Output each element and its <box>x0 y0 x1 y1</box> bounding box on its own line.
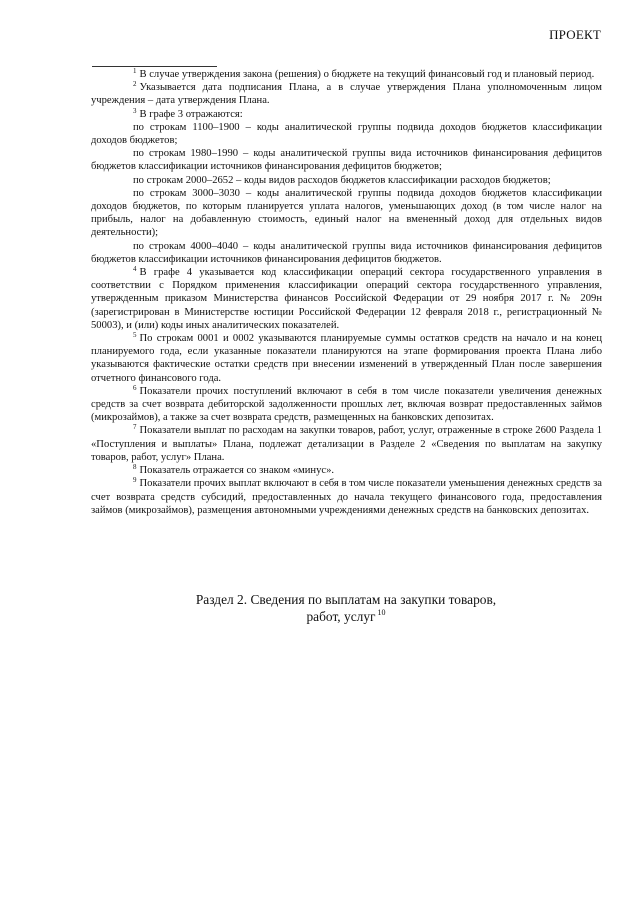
footnote-text: В случае утверждения закона (решения) о бюджете на текущий финансовый год и плановый период. <box>139 69 595 80</box>
footnote-3-item <box>91 240 602 266</box>
footnote-text: по строкам 2000–2652 – коды видов расходов бюджетов классификации расходов бюджетов; <box>133 174 551 186</box>
footnote-3-item <box>91 187 602 240</box>
footnote-mark: 1 <box>133 67 137 75</box>
footnote-text: по строкам 1980–1990 – коды аналитической группы вида источников финансирования дефицитов бюджетов классификации источников финансирования дефицитов бюджетов; <box>91 148 602 173</box>
footnote-separator <box>92 66 217 67</box>
footnote-3-item <box>91 147 602 173</box>
footnote-mark: 5 <box>133 331 137 340</box>
footnote-text: Показатели выплат по расходам на закупки товаров, работ, услуг, отраженные в строке 2600 Раздела 1 «Поступления и выплаты» Плана, подлежат детализации в Разделе 2 «Сведения по выплатам на закупку товаров, работ, услуг» Плана. <box>91 425 602 463</box>
section-heading-line-1: Раздел 2. Сведения по выплатам на закупки товаров, <box>195 592 497 607</box>
footnote-text: По строкам 0001 и 0002 указываются планируемые суммы остатков средств на начало и на конец планируемого года, если указанные показатели планируются на этапе формирования проекта Плана либо указываются фактические остатки средств при внесении изменений в утвержденный План после завершения отчетного финансового года. <box>91 333 602 384</box>
footnote-3-item <box>91 174 602 187</box>
footnote-text: по строкам 3000–3030 – коды аналитической группы подвида доходов бюджетов классификации доходов бюджетов, по которым планируется уплата налогов, уменьшающих доход (в том числе налог на прибыль, налог на добавленную стоимость, единый налог на вмененный доход для отдельных видов деятельности); <box>91 187 602 239</box>
footnote-text: Показатели прочих поступлений включают в себя в том числе показатели увеличения денежных средств за счет возврата дебиторской задолженности прошлых лет, включая возврат предоставленных займов (микрозаймов), а также за счет возврата средств, размещенных на банковских депозитах. <box>91 385 602 424</box>
footnote-mark: 3 <box>133 106 137 115</box>
footnote-5 <box>91 332 602 385</box>
footnote-8 <box>91 464 602 477</box>
section-heading-text: работ, услуг <box>306 608 376 624</box>
footnote-mark: 8 <box>133 463 137 472</box>
footnote-mark: 7 <box>133 423 137 432</box>
footnote-mark: 9 <box>133 476 137 485</box>
footnote-9 <box>91 477 602 517</box>
section-heading <box>120 592 572 625</box>
footnote-mark: 6 <box>133 383 137 392</box>
footnote-mark: 4 <box>133 265 137 274</box>
footnotes-block <box>91 68 602 517</box>
footnote-4 <box>91 266 602 332</box>
footnote-6 <box>91 385 602 425</box>
footnote-mark: 2 <box>133 80 137 89</box>
footnote-2 <box>91 81 602 107</box>
footnote-text: В графе 3 отражаются: <box>139 108 243 120</box>
project-stamp: ПРОЕКТ <box>549 27 601 42</box>
section-footnote-mark: 10 <box>377 607 386 617</box>
section-heading-line-2 <box>120 609 572 626</box>
footnote-7 <box>91 424 602 464</box>
footnote-text: по строкам 4000–4040 – коды аналитической группы вида источников финансирования дефицитов бюджетов классификации источников финансирования дефицитов бюджетов. <box>91 240 602 265</box>
footnote-text: Показатели прочих выплат включают в себя в том числе показатели уменьшения денежных средств за счет возврата средств субсидий, предоставленных до начала текущего финансового года, предоставления займов (микрозаймов), размещения автономными учреждениями денежных средств на банковских депозитах. <box>91 478 602 516</box>
footnote-1 <box>91 68 602 81</box>
footnote-3 <box>91 108 602 121</box>
footnote-text: Показатель отражается со знаком «минус». <box>139 465 335 477</box>
footnote-3-item <box>91 121 602 147</box>
footnote-text: по строкам 1100–1900 – коды аналитической группы подвида доходов бюджетов классификации доходов бюджетов; <box>91 121 602 147</box>
footnote-text: Указывается дата подписания Плана, а в случае утверждения Плана уполномоченным лицом учреждения – дата утверждения Плана. <box>91 82 602 107</box>
footnote-text: В графе 4 указывается код классификации операций сектора государственного управления в соответствии с Порядком применения классификации операций сектора государственного управления, утвержденным приказом Министерства финансов Российской Федерации от 29 ноября 2017 г. № 209н (зарегистрирован в Министерстве юстиции Российской Федерации 12 февраля 2018 г., регистрационный № 50003), и (или) коды иных аналитических показателей. <box>91 267 602 331</box>
